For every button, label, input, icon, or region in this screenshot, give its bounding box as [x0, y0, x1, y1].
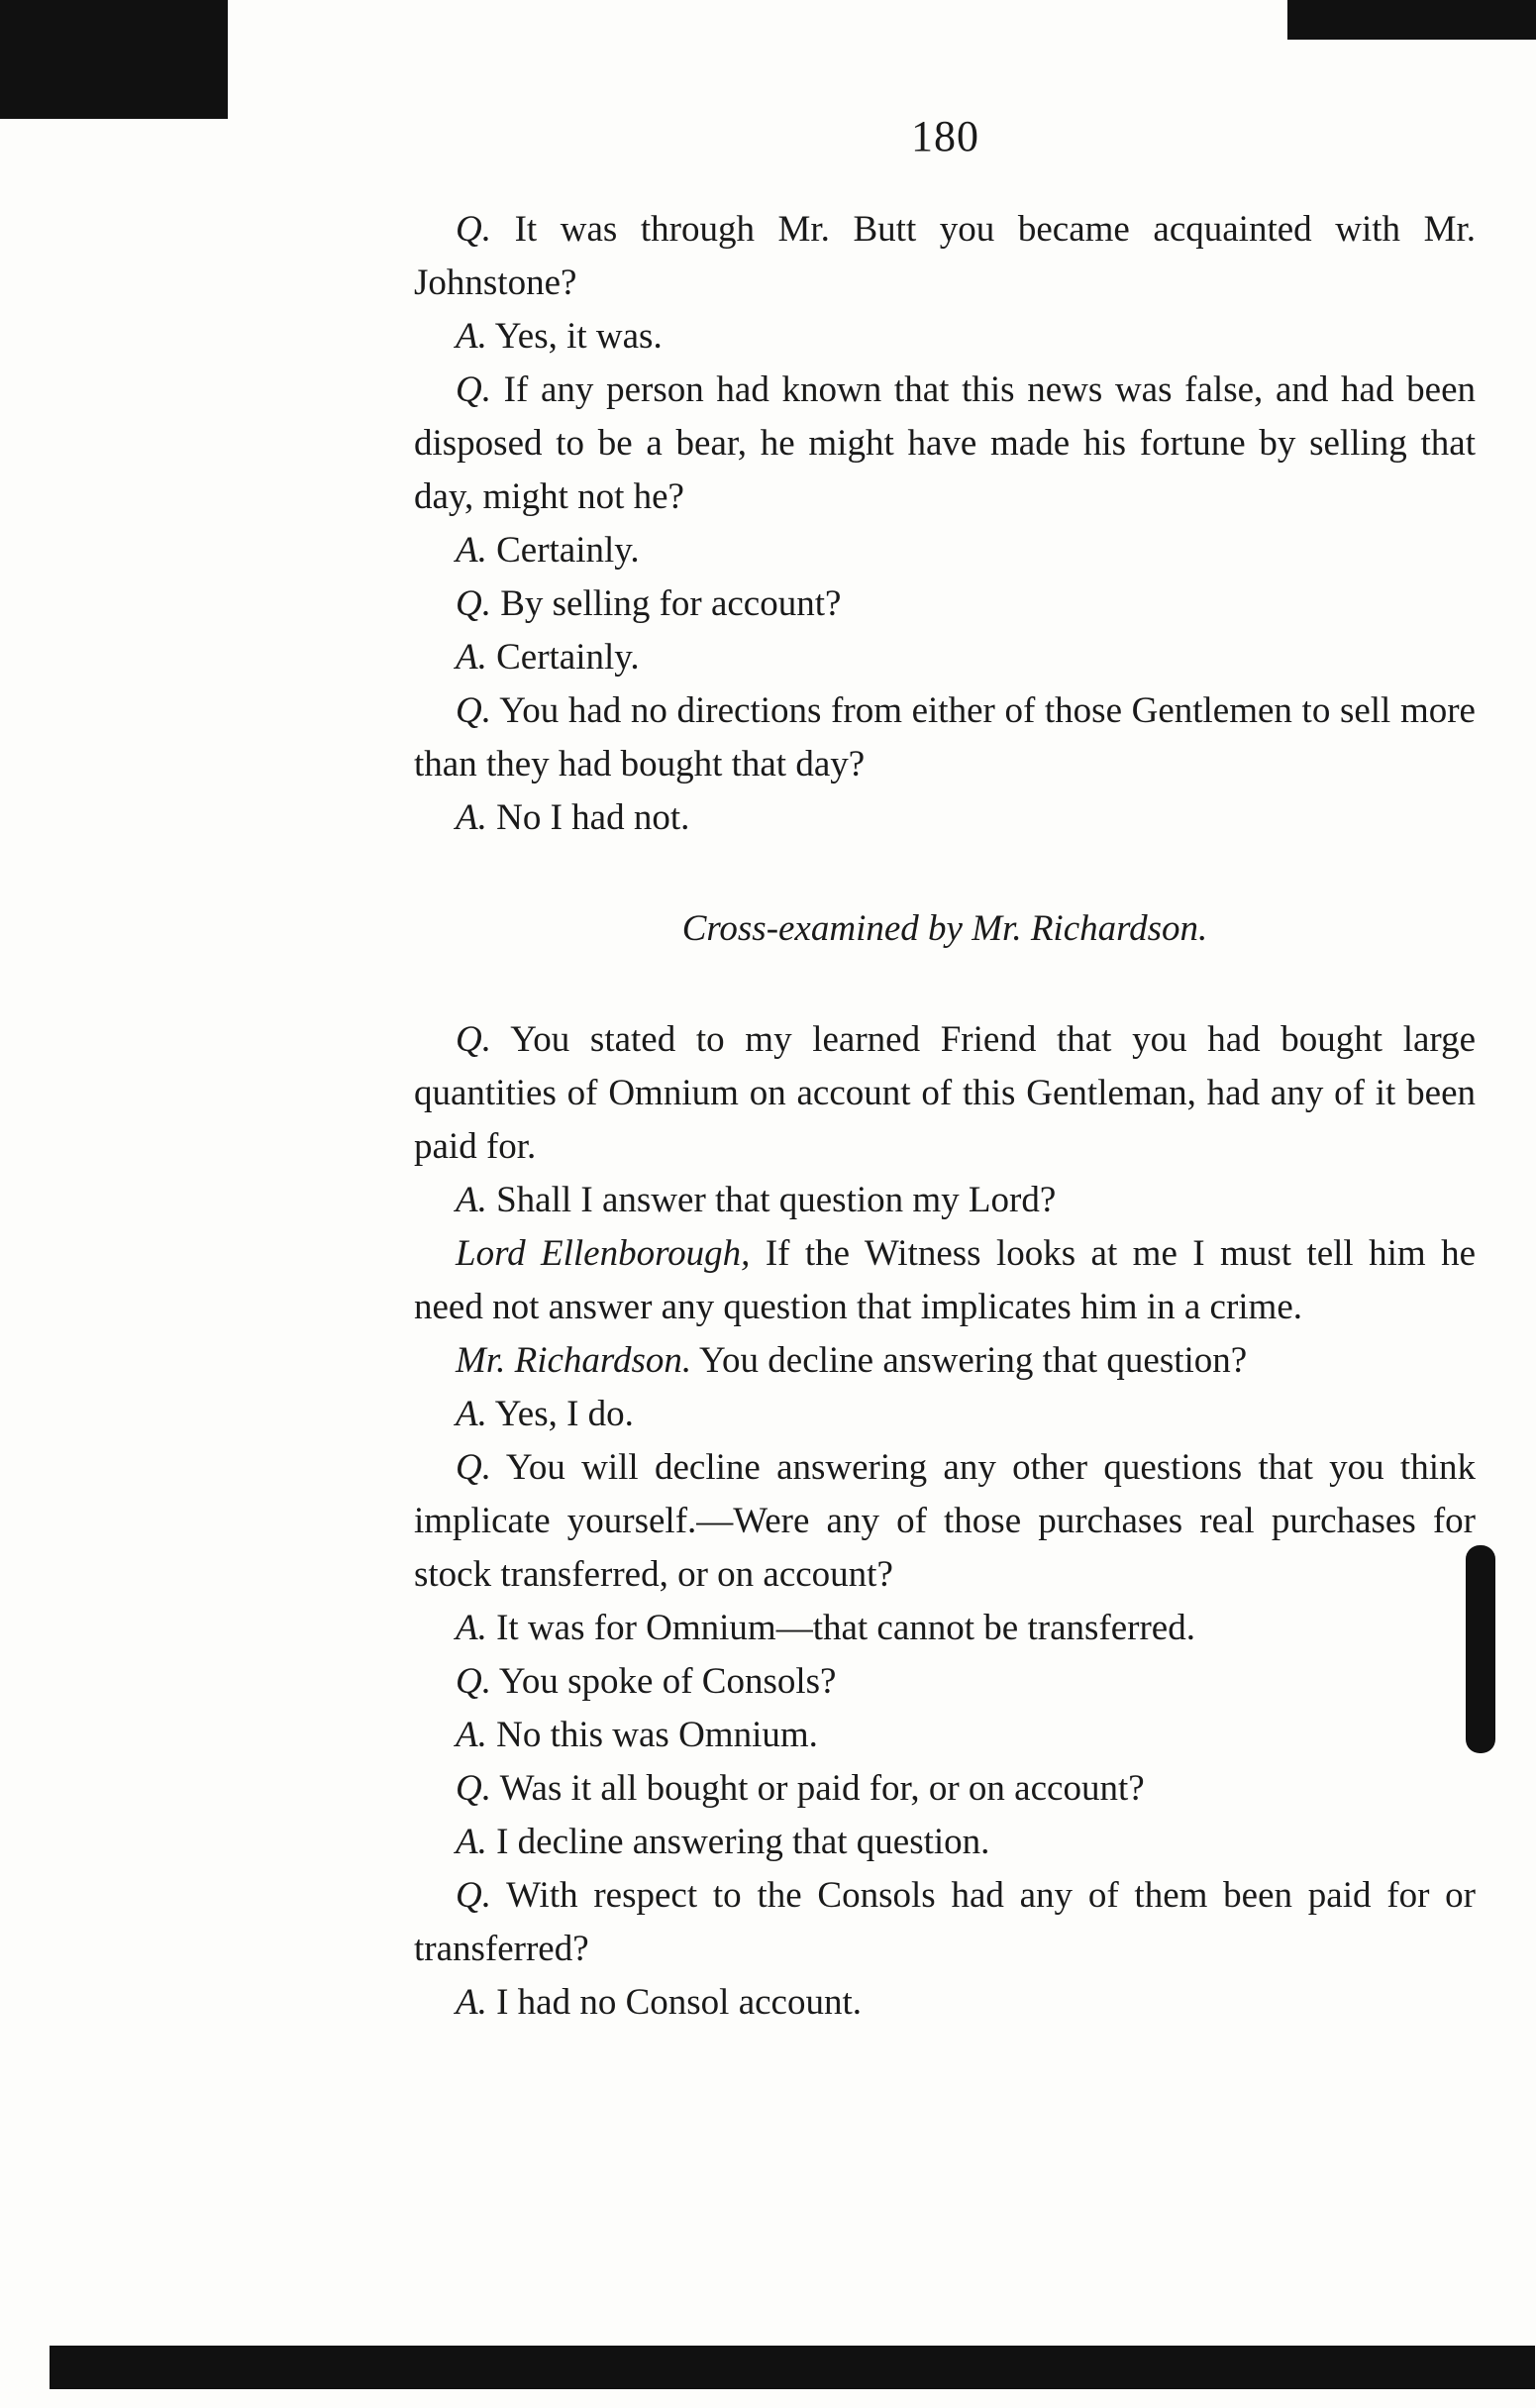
- paragraph: [414, 1655, 1476, 1709]
- speaker-label: Q.: [456, 690, 491, 731]
- speaker-label: A.: [456, 637, 487, 678]
- paragraph: [414, 1869, 1476, 1976]
- paragraph: [414, 1762, 1476, 1816]
- paragraph-text: Certainly.: [496, 530, 640, 571]
- speaker-label: Q.: [456, 369, 491, 410]
- speaker-label: Q.: [456, 209, 491, 250]
- paragraph-text: Yes, it was.: [494, 316, 663, 357]
- body-text: [414, 203, 1476, 2030]
- paragraph-text: Was it all bought or paid for, or on account?: [499, 1768, 1145, 1809]
- paragraph-text: I decline answering that question.: [496, 1822, 990, 1862]
- speaker-label: A.: [456, 1394, 487, 1434]
- scan-edge-shadow: [1287, 0, 1536, 40]
- paragraph-text: Shall I answer that question my Lord?: [496, 1180, 1057, 1220]
- paragraph: [414, 310, 1476, 364]
- scan-edge-shadow: [0, 0, 228, 119]
- paragraph-text: It was for Omnium—that cannot be transferred.: [496, 1608, 1195, 1648]
- scan-edge-shadow: [50, 2346, 1535, 2389]
- speaker-label: Q.: [456, 1447, 491, 1488]
- speaker-label: Q.: [456, 1875, 491, 1916]
- speaker-label: Mr. Richardson.: [456, 1340, 692, 1381]
- speaker-label: A.: [456, 1608, 487, 1648]
- speaker-label: A.: [456, 316, 487, 357]
- speaker-label: A.: [456, 1180, 487, 1220]
- paragraph: [414, 524, 1476, 577]
- speaker-label: Q.: [456, 583, 491, 624]
- speaker-label: A.: [456, 1715, 487, 1755]
- paragraph-text: No I had not.: [496, 797, 690, 838]
- paragraph: [414, 1388, 1476, 1441]
- paragraph: [414, 1441, 1476, 1602]
- paragraph-text: If any person had known that this news was false, and had been disposed to be a bear, he might have made his fortune by selling that day, might not he?: [414, 369, 1476, 517]
- paragraph: [414, 1227, 1476, 1334]
- paragraph: [414, 203, 1476, 310]
- speaker-label: A.: [456, 797, 487, 838]
- speaker-label: A.: [456, 1982, 487, 2023]
- paragraph: [414, 1709, 1476, 1762]
- speaker-label: Q.: [456, 1661, 491, 1702]
- paragraph-text: You spoke of Consols?: [498, 1661, 837, 1702]
- paragraph-text: I had no Consol account.: [496, 1982, 863, 2023]
- paragraph: [414, 1976, 1476, 2030]
- paragraph: [414, 1174, 1476, 1227]
- paragraph-text: If the Witness looks at me I must tell him he need not answer any question that implicates him in a crime.: [414, 1233, 1476, 1327]
- paragraph-text: With respect to the Consols had any of them been paid for or transferred?: [414, 1875, 1476, 1969]
- speaker-label: Q.: [456, 1019, 491, 1060]
- paragraph-text: You stated to my learned Friend that you had bought large quantities of Omnium on account of this Gentleman, had any of it been paid for.: [414, 1019, 1476, 1167]
- paragraph: [414, 577, 1476, 631]
- paragraph: [414, 1602, 1476, 1655]
- section-heading: Cross-examined by Mr. Richardson.: [681, 908, 1208, 949]
- paragraph-text: You decline answering that question?: [699, 1340, 1248, 1381]
- paragraph-text: You had no directions from either of those Gentlemen to sell more than they had bought that day?: [414, 690, 1476, 785]
- paragraph-text: No this was Omnium.: [496, 1715, 818, 1755]
- paragraph-text: You will decline answering any other questions that you think implicate yourself.—Were any of those purchases real purchases for stock transferred, or on account?: [414, 1447, 1476, 1595]
- speaker-label: Lord Ellenborough,: [456, 1233, 751, 1274]
- paragraph-text: Certainly.: [496, 637, 640, 678]
- paragraph-text: Yes, I do.: [494, 1394, 634, 1434]
- paragraph: [414, 1013, 1476, 1174]
- page-number: 180: [911, 112, 979, 160]
- paragraph-text: It was through Mr. Butt you became acquainted with Mr. Johnstone?: [414, 209, 1477, 303]
- speaker-label: Q.: [456, 1768, 491, 1809]
- speaker-label: A.: [456, 530, 487, 571]
- paragraph: [414, 631, 1476, 684]
- paragraph: [414, 791, 1476, 845]
- paragraph: [414, 1334, 1476, 1388]
- paragraph: [414, 684, 1476, 791]
- paragraph: [414, 1816, 1476, 1869]
- paragraph: [414, 364, 1476, 524]
- paragraph-text: By selling for account?: [500, 583, 842, 624]
- speaker-label: A.: [456, 1822, 487, 1862]
